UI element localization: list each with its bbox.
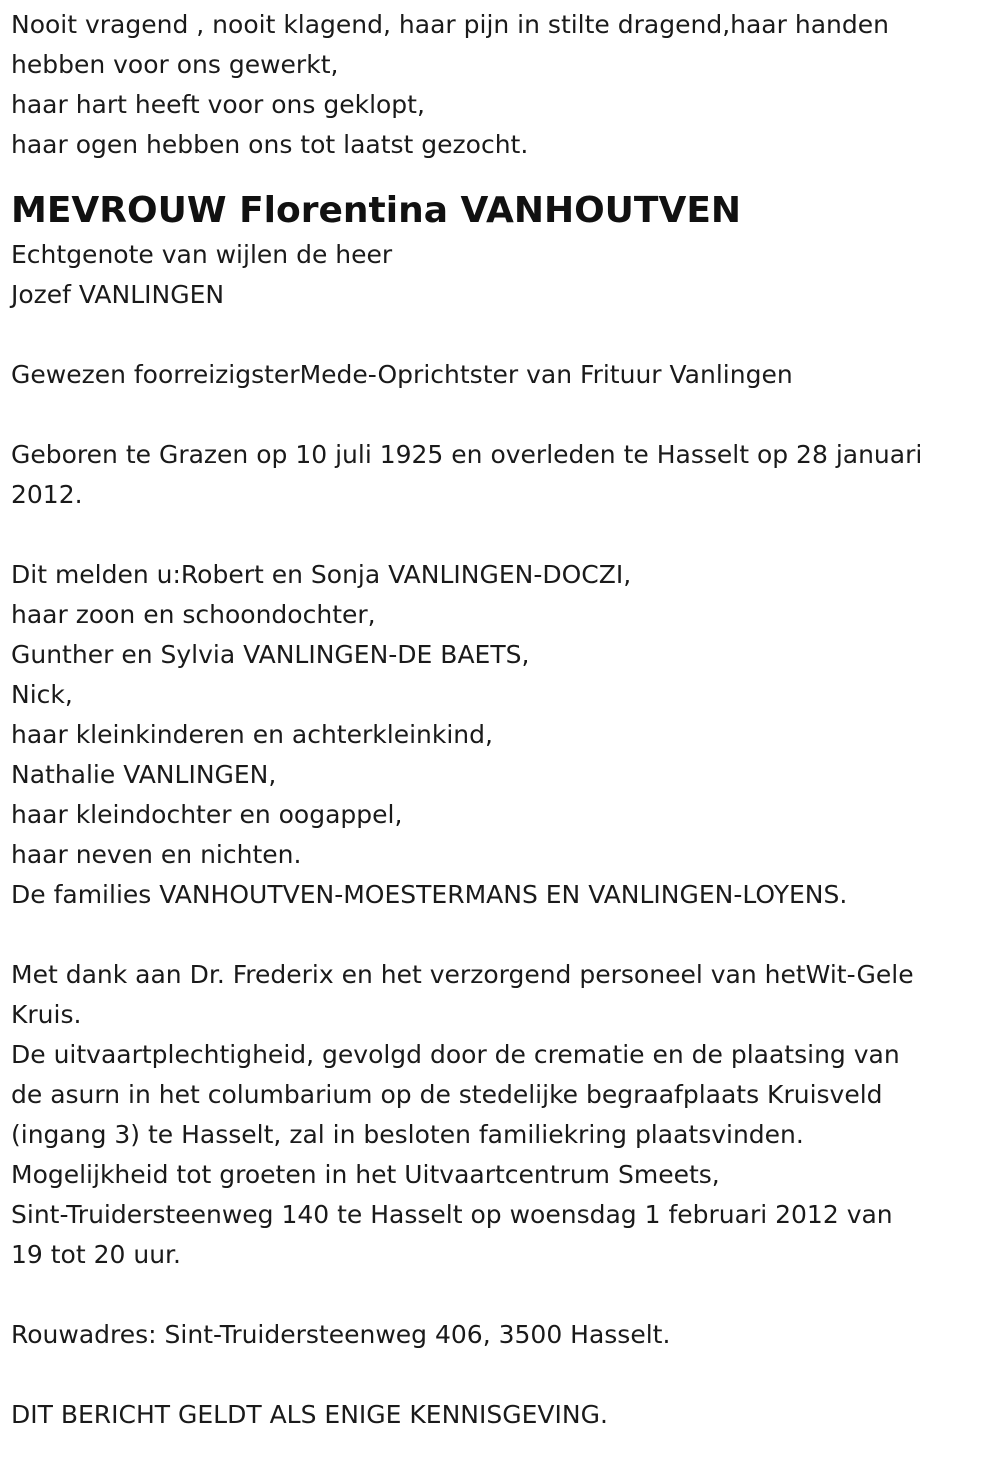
poem-line: haar ogen hebben ons tot laatst gezocht. <box>11 130 529 159</box>
spacer <box>11 1275 981 1315</box>
family-announcement <box>11 555 981 915</box>
spacer <box>11 1355 981 1395</box>
family-line: haar neven en nichten. <box>11 840 302 869</box>
obituary-notice <box>11 5 981 1435</box>
spacer <box>11 165 981 187</box>
family-line: Gunther en Sylvia VANLINGEN-DE BAETS, <box>11 640 530 669</box>
poem <box>11 5 981 165</box>
poem-line: Nooit vragend , nooit klagend, haar pijn in stilte dragend,haar handen <box>11 10 889 39</box>
poem-line: hebben voor ons gewerkt, <box>11 50 339 79</box>
ceremony-line: Met dank aan Dr. Frederix en het verzorgend personeel van hetWit-Gele <box>11 960 914 989</box>
spacer <box>11 315 981 355</box>
mourning-address: Rouwadres: Sint-Truidersteenweg 406, 3500 Hasselt. <box>11 1320 671 1349</box>
spacer <box>11 515 981 555</box>
spouse-info <box>11 235 981 315</box>
ceremony-line: (ingang 3) te Hasselt, zal in besloten familiekring plaatsvinden. <box>11 1120 804 1149</box>
ceremony-line: Kruis. <box>11 1000 82 1029</box>
family-line: Nathalie VANLINGEN, <box>11 760 277 789</box>
spouse-line: Echtgenote van wijlen de heer <box>11 240 393 269</box>
spacer <box>11 915 981 955</box>
poem-line: haar hart heeft voor ons geklopt, <box>11 90 425 119</box>
family-line: Dit melden u:Robert en Sonja VANLINGEN-DOCZI, <box>11 560 632 589</box>
family-line: haar zoon en schoondochter, <box>11 600 376 629</box>
ceremony-info <box>11 955 981 1275</box>
ceremony-line: 19 tot 20 uur. <box>11 1240 181 1269</box>
notice-statement: DIT BERICHT GELDT ALS ENIGE KENNISGEVING. <box>11 1400 608 1429</box>
spacer <box>11 395 981 435</box>
occupation: Gewezen foorreizigsterMede-Oprichtster van Frituur Vanlingen <box>11 360 793 389</box>
family-line: haar kleinkinderen en achterkleinkind, <box>11 720 493 749</box>
ceremony-line: Sint-Truidersteenweg 140 te Hasselt op woensdag 1 februari 2012 van <box>11 1200 893 1229</box>
family-line: De families VANHOUTVEN-MOESTERMANS EN VANLINGEN-LOYENS. <box>11 880 848 909</box>
family-line: Nick, <box>11 680 73 709</box>
spouse-name: Jozef VANLINGEN <box>11 280 225 309</box>
birth-death-info <box>11 435 981 515</box>
ceremony-line: De uitvaartplechtigheid, gevolgd door de crematie en de plaatsing van <box>11 1040 900 1069</box>
birth-death-line: 2012. <box>11 480 83 509</box>
family-line: haar kleindochter en oogappel, <box>11 800 403 829</box>
ceremony-line: de asurn in het columbarium op de stedelijke begraafplaats Kruisveld <box>11 1080 883 1109</box>
birth-death-line: Geboren te Grazen op 10 juli 1925 en overleden te Hasselt op 28 januari <box>11 440 923 469</box>
ceremony-line: Mogelijkheid tot groeten in het Uitvaartcentrum Smeets, <box>11 1160 720 1189</box>
deceased-name: MEVROUW Florentina VANHOUTVEN <box>11 190 742 231</box>
